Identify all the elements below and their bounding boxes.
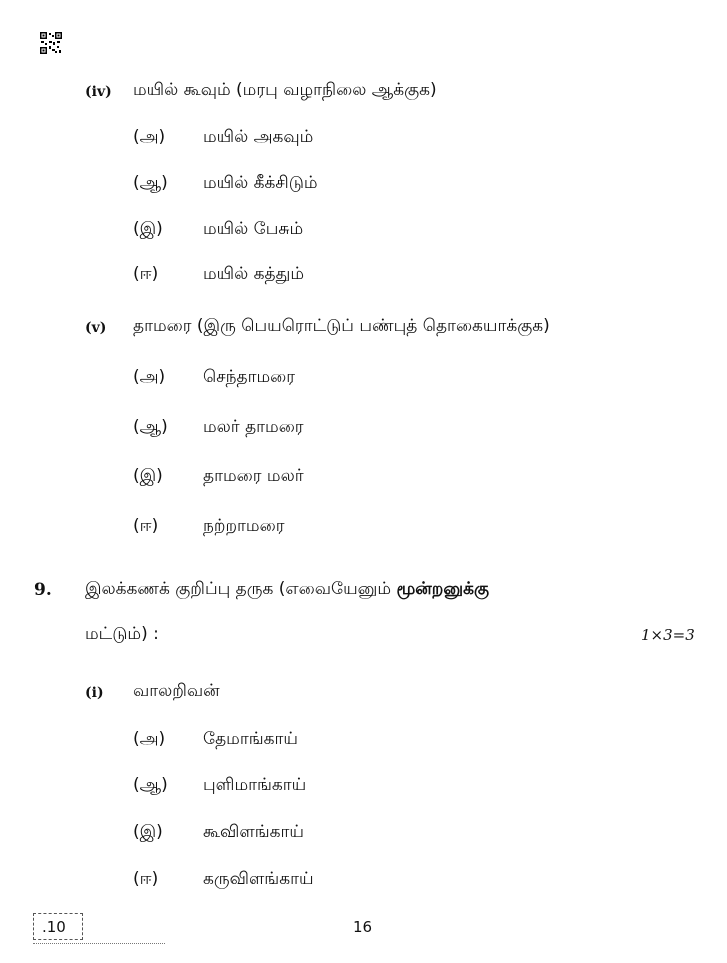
option-label: (இ) (133, 822, 163, 842)
stem-text: இலக்கணக் குறிப்பு தருக (எவையேனும் (85, 579, 397, 599)
option-label: (ஈ) (133, 869, 159, 889)
question-stem (85, 579, 489, 601)
option-label: (அ) (133, 127, 166, 147)
option-label: (ஈ) (133, 516, 159, 536)
footer-divider (33, 943, 165, 944)
option-text: செந்தாமரை (203, 367, 296, 387)
option-label: (ஆ) (133, 775, 168, 795)
question-stem: வாலறிவன் (133, 681, 220, 701)
option-label: (அ) (133, 729, 166, 749)
option-text: நற்றாமரை (203, 516, 285, 536)
question-label: (v) (85, 320, 107, 336)
question-label: (iv) (85, 84, 112, 100)
option-text: மலர் தாமரை (203, 417, 304, 437)
page-number: 16 (353, 918, 373, 936)
option-label: (ஈ) (133, 264, 159, 284)
option-text: கருவிளங்காய் (203, 869, 314, 889)
option-text: தேமாங்காய் (203, 729, 298, 749)
stem-emphasis: மூன்றனுக்கு (396, 579, 489, 599)
option-text: கூவிளங்காய் (203, 822, 304, 842)
option-label: (ஆ) (133, 417, 168, 437)
qr-code-icon (40, 32, 62, 54)
option-label: (இ) (133, 466, 163, 486)
option-text: தாமரை மலர் (203, 466, 304, 486)
question-number: 9. (34, 580, 52, 600)
question-stem-continued: மட்டும்) : (85, 624, 159, 644)
option-text: மயில் பேசும் (203, 219, 304, 239)
option-text: புளிமாங்காய் (203, 775, 307, 795)
option-label: (இ) (133, 219, 163, 239)
option-label: (ஆ) (133, 173, 168, 193)
question-stem: தாமரை (இரு பெயரொட்டுப் பண்புத் தொகையாக்குக) (133, 316, 550, 336)
question-stem: மயில் கூவும் (மரபு வழாநிலை ஆக்குக) (133, 80, 437, 100)
option-text: மயில் அகவும் (203, 127, 314, 147)
paper-code: .10 (42, 918, 66, 936)
option-text: மயில் கீக்சிடும் (203, 173, 318, 193)
option-label: (அ) (133, 367, 166, 387)
question-label: (i) (85, 685, 104, 701)
marks-allocation: 1×3=3 (641, 626, 695, 644)
option-text: மயில் கத்தும் (203, 264, 305, 284)
